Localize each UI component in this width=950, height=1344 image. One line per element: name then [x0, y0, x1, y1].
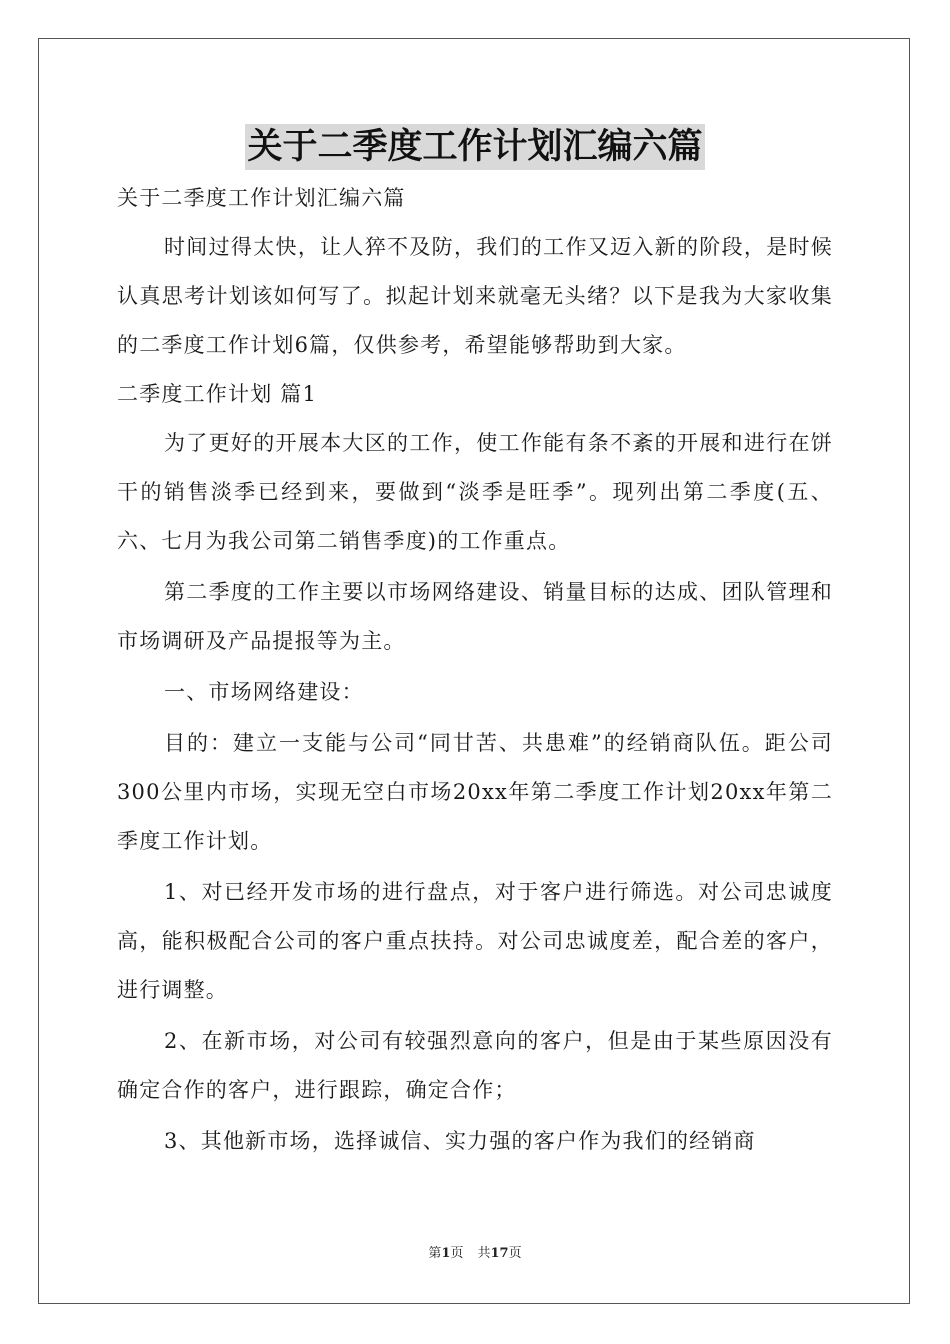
- total-pages: 17: [490, 1246, 509, 1261]
- document-title: [0, 124, 950, 170]
- list-item: 2、在新市场，对公司有较强烈意向的客户，但是由于某些原因没有确定合作的客户，进行跟踪，确定合作；: [117, 1029, 833, 1102]
- paragraph-overview: 为了更好的开展本大区的工作，使工作能有条不紊的开展和进行在饼干的销售淡季已经到来，要做到“淡季是旺季”。现列出第二季度(五、六、七月为我公司第二销售季度)的工作重点。: [117, 431, 833, 553]
- paragraph-subheading: 一、市场网络建设：: [164, 680, 364, 704]
- list-item: 3、其他新市场，选择诚信、实力强的客户作为我们的经销商: [164, 1129, 756, 1153]
- page-suffix: 页: [450, 1246, 464, 1261]
- list-item: 1、对已经开发市场的进行盘点，对于客户进行筛选。对公司忠诚度高，能积极配合公司的客户重点扶持。对公司忠诚度差，配合差的客户，进行调整。: [117, 880, 833, 1002]
- paragraph-subtitle: 关于二季度工作计划汇编六篇: [117, 186, 406, 210]
- paragraph-focus: 第二季度的工作主要以市场网络建设、销量目标的达成、团队管理和市场调研及产品提报等为主。: [117, 580, 833, 653]
- document-body: [117, 174, 833, 1166]
- section-heading: 二季度工作计划 篇1: [117, 382, 318, 406]
- paragraph-intro: 时间过得太快，让人猝不及防，我们的工作又迈入新的阶段，是时候认真思考计划该如何写了。拟起计划来就毫无头绪？以下是我为大家收集的二季度工作计划6篇，仅供参考，希望能够帮助到大家。: [117, 235, 833, 357]
- document-title-text: 关于二季度工作计划汇编六篇: [245, 124, 704, 170]
- total-suffix: 页: [508, 1246, 522, 1261]
- total-prefix: 共: [477, 1246, 491, 1261]
- page-footer: [0, 1245, 950, 1263]
- page-number: 1: [441, 1246, 451, 1261]
- paragraph-goal: 目的：建立一支能与公司“同甘苦、共患难”的经销商队伍。距公司300公里内市场，实现无空白市场20xx年第二季度工作计划20xx年第二季度工作计划。: [117, 731, 833, 853]
- page-prefix: 第: [428, 1246, 442, 1261]
